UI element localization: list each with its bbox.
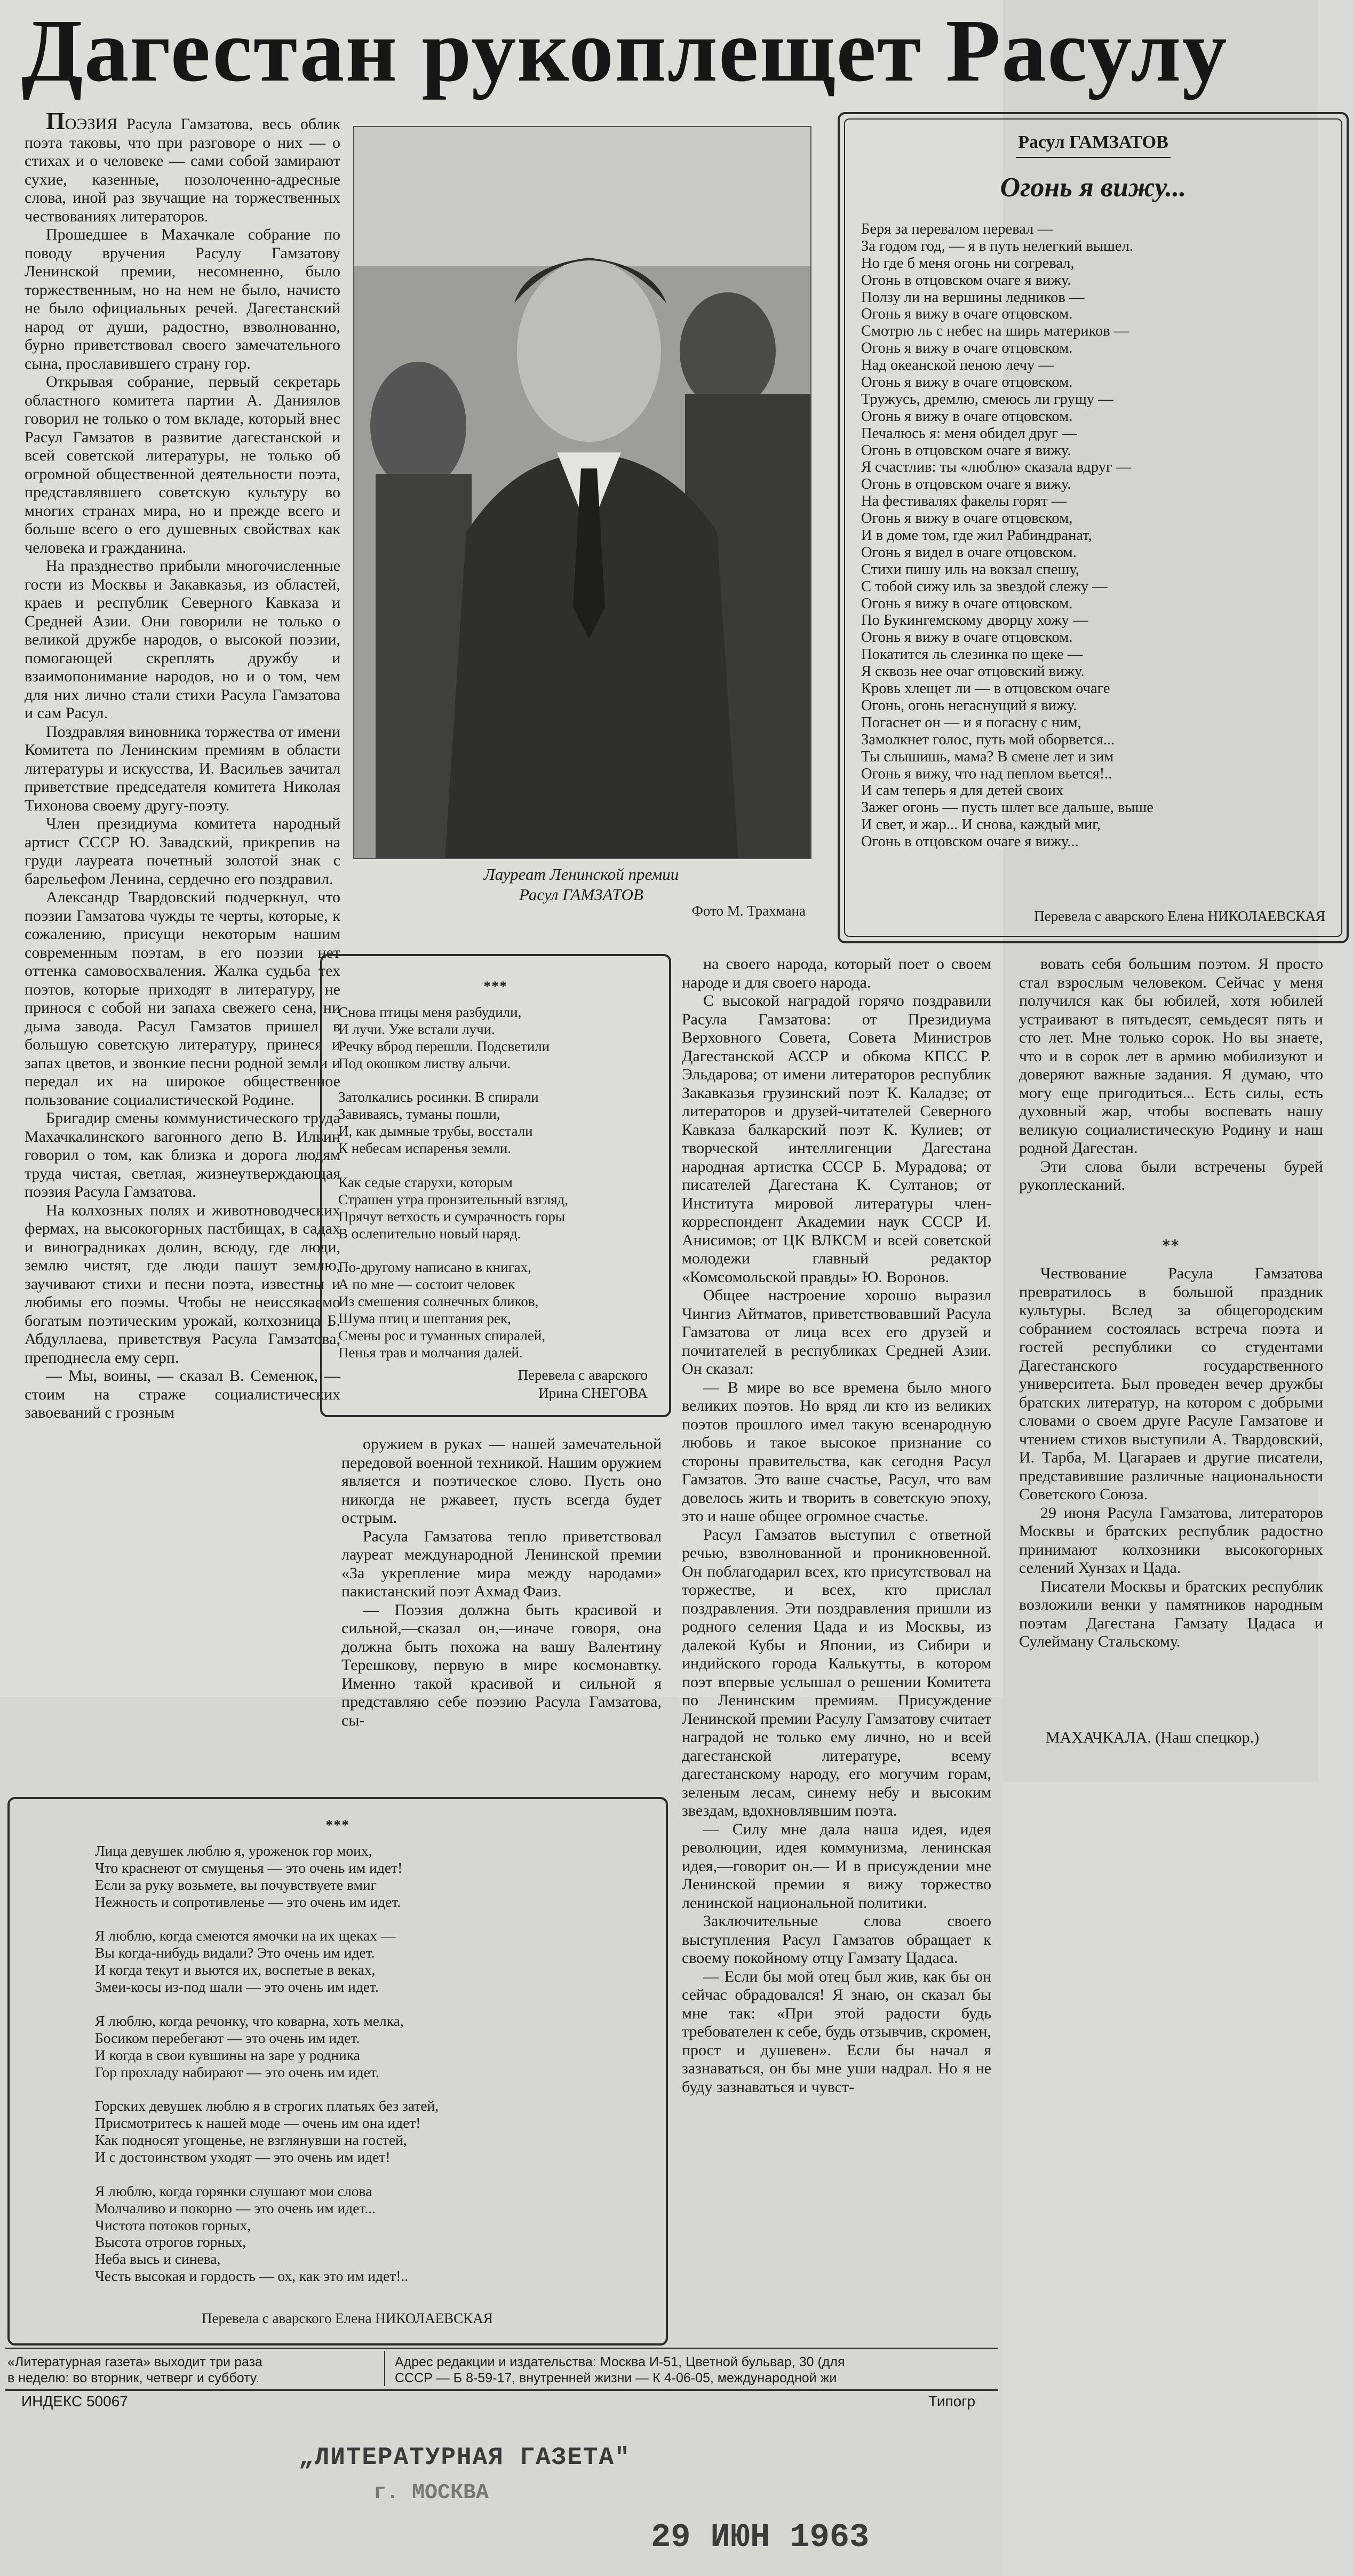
poem-line: Вы когда-нибудь видали? Это очень им идет. [95,1944,375,1961]
poem-line: Смены рос и туманных спиралей, [338,1327,546,1343]
poem-line: Я счастлив: ты «люблю» сказала вдруг — [861,459,1132,476]
stamp-city: г. МОСКВА [373,2481,489,2505]
poem-line: Под окошком листву алычи. [338,1055,511,1071]
poem-line: Гор прохладу набирают — это очень им идет. [95,2063,379,2080]
poem-line: Но где б меня огонь ни согревал, [861,255,1075,272]
paragraph: оружием в руках — нашей замечательной передовой военной техникой. Нашим оружием является и поэтическое слово. Пусть оно никогда не ржавеет, пусть всегда будет острым. [341,1435,662,1526]
poem-line: Что краснеют от смущенья — это очень им идет! [95,1859,403,1876]
poem-bottom-translator: Перевела с аварского Елена НИКОЛАЕВСКАЯ [202,2310,493,2326]
poem-line: Огонь я вижу в очаге отцовском. [861,408,1073,425]
poem-title: Огонь я вижу... [1000,172,1187,203]
poem-line: Огонь я вижу, что над пеплом вьется!.. [861,765,1112,782]
poem-line: Неба высь и синева, [95,2251,221,2268]
article-column-2 [341,1435,662,1787]
poem-line: Босиком перебегают — это очень им идет. [95,2029,360,2046]
poem-line: По-другому написано в книгах, [338,1259,531,1276]
paragraph: 29 июня Расула Гамзатова, литераторов Москвы и братских республик радостно принимают колхозники высокогорных селений Хунзах и Цада. [1019,1504,1323,1577]
section-stars: ** [1162,1237,1180,1254]
poem-box-small [320,954,671,1417]
poem-line: И лучи. Уже встали лучи. [338,1021,495,1037]
poem-line: Молчаливо и покорно — это очень им идет... [95,2199,376,2216]
caption-line-2: Расул ГАМЗАТОВ [519,885,643,904]
paragraph: На празднество прибыли многочисленные гости из Москвы и Закавказья, из областей, краев и республик Северного Кавказа и Средней Азии. Они говорили не только о великой дружбе народов, о высокой поэзии, помогающей скреплять дружбу и взаимопонимание народов, но и о том, чем для них лично стали стихи Расула Гамзатова и сам Расул. [25,557,340,722]
poem-line: Огонь я вижу в очаге отцовском. [861,374,1073,391]
caption-line-1: Лауреат Ленинской премии [483,865,679,884]
footer-index: ИНДЕКС 50067 [21,2393,128,2410]
paragraph: Александр Твардовский подчеркнул, что поэзии Гамзатова чужды те черты, которые, к сожалению, присущи некоторым нашим современным поэтам, в его поэзии нет оттенка самовосхваления. Жалка судьба тех поэтов, которые приходят в литературу, не принося с собой ни запаха свежего сена, ни дыма завода. Расул Гамзатов пришел в большую советскую литературу, принеся и запах цветов, и звонкие песни родной земли и передал их на широкое общественное пользование социалистической Родине. [25,888,340,1109]
poem-line: Как седые старухи, которым [338,1174,513,1190]
poem-line: По Букингемскому дворцу хожу — [861,612,1088,629]
footer-divider [384,2351,385,2386]
poem-line: Огонь в отцовском очаге я вижу... [861,833,1079,850]
poem-line: И, как дымные трубы, восстали [338,1123,533,1140]
article-column-4 [1019,955,1323,1222]
stamp-paper-name: „ЛИТЕРАТУРНАЯ ГАЗЕТА" [299,2444,631,2471]
poem-line: За годом год, — я в путь нелегкий вышел. [861,237,1133,255]
poem-main-lines [861,221,1331,850]
footer-schedule-1: «Литературная газета» выходит три раза [7,2355,262,2370]
photo-caption [353,864,809,905]
poem-line: Речку вброд перешли. Подсветили [338,1038,550,1054]
poem-line: Снова птицы меня разбудили, [338,1004,522,1020]
paragraph: на своего народа, который поет о своем народе и для своего народа. [682,955,991,991]
poem-line: Огонь я вижу в очаге отцовском. [861,629,1073,646]
paragraph: — Мы, воины, — сказал В. Семенюк, — стоим на страже социалистических завоеваний с грозным [25,1367,340,1421]
poem-line: Огонь в отцовском очаге я вижу. [861,442,1071,459]
poem-box-bottom [7,1797,668,2346]
poem-line: Кровь хлещет ли — в отцовском очаге [861,680,1110,697]
poem-line: Огонь я вижу в очаге отцовском. [861,595,1073,612]
paragraph: Расула Гамзатова тепло приветствовал лауреат международной Ленинской премии «За укрепление мира между народами» пакистанский поэт Ахмад Фаиз. [341,1527,662,1600]
poem-line [338,1157,658,1174]
poem-line: Затолкались росинки. В спирали [338,1089,539,1106]
poem-line: И свет, и жар... И снова, каждый миг, [861,816,1101,833]
poem-line: Над океанской пеною лечу — [861,357,1054,374]
poem-small-stars: *** [483,979,508,994]
footer-typography: Типогр [928,2393,976,2410]
poem-line: Высота отрогов горных, [95,2233,246,2251]
poem-small-translator-2: Ирина СНЕГОВА [538,1385,648,1401]
poem-line: Честь высокая и гордость — ох, как это им идет!.. [95,2268,409,2285]
paragraph: Член президиума комитета народный артист СССР Ю. Завадский, прикрепив на груди лауреата почетный золотой знак с барельефом Ленина, сердечно его поздравил. [25,815,340,888]
paragraph: — В мире во все времена было много великих поэтов. Но вряд ли кто из великих поэтов прошлого имел такую всенародную любовь и такое высокое признание со стороны правительства, как сегодня Расул Гамзатов. Это ваше счастье, Расул, что вам довелось жить и творить в советскую эпоху, это и наше общее огромное счастье. [682,1378,991,1525]
poem-line [338,1242,658,1259]
paragraph: Эти слова были встречены бурей рукоплесканий. [1019,1157,1323,1194]
poem-line: И когда текут и вьются их, воспетые в веках, [95,1961,376,1978]
poem-line: Замолкнет голос, путь мой оборвется... [861,731,1115,748]
poem-line: Змеи-косы из-под шали — это очень им идет. [95,1978,379,1995]
headline: Дагестан рукоплещет Расулу [21,1,1228,100]
poem-author: Расул ГАМЗАТОВ [1018,132,1168,152]
poem-line: Огонь, огонь негаснущий я вижу. [861,697,1077,714]
poem-line: Огонь в отцовском очаге я вижу. [861,476,1071,493]
poem-line: Ты слышишь, мама? В смене лет и зим [861,748,1114,765]
paragraph: ПОЭЗИЯ Расула Гамзатова, весь облик поэта таковы, что при разговоре о них — о стихах и о человеке — сами собой замирают сухие, казенные, позолоченно-адресные слова, иной раз звучащие на торжественных чествованиях литераторов. [25,107,340,225]
poem-line: Тружусь, дремлю, смеюсь ли грущу — [861,391,1113,408]
poem-line [95,1910,628,1927]
poem-line: Покатится ль слезинка по щеке — [861,646,1083,663]
dateline: МАХАЧКАЛА. (Наш спецкор.) [1046,1729,1260,1746]
poem-line: Печалюсь я: меня обидел друг — [861,425,1077,442]
article-column-3 [682,955,991,2321]
poem-line: Зажег огонь — пусть шлет все дальше, выше [861,799,1154,816]
poem-line: Лица девушек люблю я, уроженок гор моих, [95,1842,372,1859]
poem-bottom-stars: *** [325,1817,350,1833]
poem-line: Страшен утра пронзительный взгляд, [338,1191,568,1207]
poem-line: Если за руку возьмете, вы почувствуете вмиг [95,1876,377,1893]
photo-credit: Фото М. Трахмана [691,903,806,919]
poem-line: В ослепительно новый наряд. [338,1225,521,1242]
footer-rule [5,2348,998,2349]
poem-main-translator: Перевела с аварского Елена НИКОЛАЕВСКАЯ [1034,908,1325,924]
poem-line: Из смешения солнечных бликов, [338,1293,539,1310]
poem-line: Я люблю, когда речонку, что коварна, хоть мелка, [95,2012,404,2029]
paragraph: — Если бы мой отец был жив, как бы он сейчас обрадовался! Я знаю, он сказал бы мне так: «При этой радости будь требователен к себе, будь отзывчив, скромен, прост и душевен». Если бы начал я зазнаваться, он бы мне уши надрал. Но я не буду зазнаваться и чувст- [682,1967,991,2096]
poem-line: Огонь я вижу в очаге отцовском. [861,306,1073,323]
poem-line: Огонь я вижу в очаге отцовском, [861,510,1073,527]
poem-line: Я сквозь нее очаг отцовский вижу. [861,663,1085,680]
paragraph: Поздравляя виновника торжества от имени Комитета по Ленинским премиям в области литературы и искусства, И. Васильев зачитал приветствие председателя комитета Николая Тихонова своему другу-поэту. [25,722,340,814]
paragraph: Прошедшее в Махачкале собрание по поводу вручения Расулу Гамзатову Ленинской премии, несомненно, было торжественным, но на нем не было, начисто не было официальных речей. Дагестанский народ от души, радостно, взволнованно, бурно приветствовал своего замечательного сына, прославившего страну гор. [25,226,340,372]
poem-line [95,2165,628,2182]
poem-line: Смотрю ль с небес на ширь материков — [861,323,1129,340]
poem-line: Я люблю, когда смеются ямочки на их щеках — [95,1927,396,1944]
poem-box-main [838,112,1349,943]
poem-small-lines [338,1004,658,1362]
poem-line: Присмотритесь к нашей моде — очень им она идет! [95,2114,421,2132]
poem-line: Беря за перевалом перевал — [861,221,1053,237]
paragraph: Писатели Москвы и братских республик возложили венки у памятников народным поэтам Дагестана Гамзату Цадаса и Сулейману Стальскому. [1019,1577,1323,1650]
poem-line: Прячут ветхость и сумрачность горы [338,1208,565,1225]
poem-line: Стихи пишу иль на вокзал спешу, [861,561,1079,578]
paragraph: Общее настроение хорошо выразил Чингиз Айтматов, приветствовавший Расула Гамзатова от лица всех его друзей и почитателей в республиках Средней Азии. Он сказал: [682,1286,991,1378]
poem-line [338,1072,658,1090]
paragraph: — Силу мне дала наша идея, идея революции, идея коммунизма, ленинская идея,—говорит он.— И в присуждении мне Ленинской премии я вижу торжество ленинской национальной политики. [682,1820,991,1912]
poem-line: И в доме том, где жил Рабиндранат, [861,527,1092,544]
author-rule [1016,157,1171,158]
portrait-photo [353,126,811,859]
paragraph: Чествование Расула Гамзатова превратилось в большой праздник культуры. Вслед за общегородским собранием состоялась встреча поэта и гостей республики со студентами Дагестанского государственного университета. Был проведен вечер дружбы братских литератур, на котором с добрыми словами о своем друге Расуле Гамзатове и чтением стихов выступили А. Твардовский, И. Тарба, М. Цагараев и другие писатели, представившие различные национальности Советского Союза. [1019,1265,1323,1503]
paragraph: — Поэзия должна быть красивой и сильной,—сказал он,—иначе говоря, она должна быть похожа на вашу Валентину Терешкову, первую в мире космонавтку. Именно такой красивой и сильной я представляю себе поэзию Расула Гамзатова, сы- [341,1601,662,1729]
poem-line: Чистота потоков горных, [95,2216,251,2233]
poem-line: Пенья трав и молчания далей. [338,1344,523,1361]
poem-line: Огонь я вижу в очаге отцовском. [861,340,1073,357]
paragraph: Расул Гамзатов выступил с ответной речью, взволнованной и проникновенной. Он поблагодарил всех, кто присутствовал на торжестве, и всех, кто прислал поздравления. Эти поздравления пришли из родного селения Цада и из Москвы, из далекой Кубы и Японии, из Сибири и индийского города Калькутты, в котором поэт впервые услышал о решении Комитета по Ленинским премиям. Присуждение Ленинской премии Расулу Гамзатову считает наградой не только ему лично, но и всей дагестанской литературе, всему дагестанскому народу, его могучим горам, зеленым лесам, синему небу и высоким звездам, вдохновлявшим поэта. [682,1525,991,1819]
poem-line: Огонь в отцовском очаге я вижу. [861,272,1071,289]
paragraph: На колхозных полях и животноводческих фермах, на высокогорных пастбищах, в садах и виноградниках долин, всюду, где люди, землю чистят, где люди пашут землю, заучивают стихи и песни поэта, известны и любимы его поэмы. Чтобы не неиссякаемо богатым поэтическим урожай, колхозница Б. Абдуллаева, приветствуя Расула Гамзатова, преподнесла ему серп. [25,1201,340,1366]
article-column-1 [25,107,340,1435]
footer-address-1: Адрес редакции и издательства: Москва И-51, Цветной бульвар, 30 (для [395,2355,845,2370]
footer-schedule-2: в неделю: во вторник, четверг и субботу. [7,2371,259,2386]
poem-small-translator-1: Перевела с аварского [518,1367,648,1383]
paragraph: Открывая собрание, первый секретарь областного комитета партии А. Даниялов говорил не только о том вкладе, который внес Расул Гамзатов в развитие дагестанской и всей советской литературы, не только об огромной общественной деятельности поэта, представлявшего советскую культуру во многих странах мира, но и прежде всего и больше всего о его душевных свойствах как человека и гражданина. [25,373,340,556]
poem-line: Я люблю, когда горянки слушают мои слова [95,2182,372,2199]
poem-line [95,1995,628,2012]
paragraph: вовать себя большим поэтом. Я просто стал взрослым человеком. Сейчас у меня получился как бы юбилей, хотя юбилей устраивают в пятьдесят, семьдесят пять и сто лет. Мне только сорок. Но вы знаете, что и в сорок лет в армию мобилизуют и доверяют важные задания. Я думаю, что могу еще пригодиться... Есть силы, есть духовный жар, чтобы воспевать нашу великую социалистическую Родину и наш родной Дагестан. [1019,955,1323,1157]
poem-line: Горских девушек люблю я в строгих платьях без затей, [95,2097,439,2114]
paragraph: Бригадир смены коммунистического труда Махачкалинского вагонного депо В. Ильин говорил о том, как близка и дорога людям труда чистая, светлая, жизнеутверждающая поэзия Расула Гамзатова. [25,1109,340,1200]
stamp-date: 29 ИЮН 1963 [651,2518,870,2556]
poem-line [95,2080,628,2097]
poem-line: И когда в свои кувшины на заре у родника [95,2046,360,2063]
poem-line: Завиваясь, туманы пошли, [338,1106,500,1123]
poem-line: Погаснет он — и я погасну с ним, [861,714,1081,731]
poem-line: Огонь я видел в очаге отцовском. [861,544,1077,561]
poem-line: С тобой сижу иль за звездой слежу — [861,578,1108,595]
poem-bottom-lines [95,1842,628,2284]
paragraph: Заключительные слова своего выступления Расул Гамзатов обращает к своему покойному отцу Гамзату Цадаса. [682,1912,991,1967]
poem-line: А по мне — состоит человек [338,1276,515,1293]
poem-line: К небесам испаренья земли. [338,1140,512,1157]
poem-line: Как подносят угощенье, не взглянувши на гостей, [95,2132,407,2149]
footer-rule-2 [5,2389,998,2391]
poem-line: Нежность и сопротивленье — это очень им идет. [95,1893,401,1910]
footer-address-2: СССР — Б 8-59-17, внутренней жизни — К 4-06-05, международной жи [395,2371,837,2386]
poem-line: На фестивалях факелы горят — [861,493,1067,510]
poem-line: И с достоинством уходят — это очень им идет! [95,2149,391,2166]
poem-line: Шума птиц и шептания рек, [338,1310,511,1327]
poem-line: Ползу ли на вершины ледников — [861,289,1085,306]
article-column-4b [1019,1265,1323,1713]
portrait-illustration [354,127,810,858]
paragraph: С высокой наградой горячо поздравили Расула Гамзатова: от Президиума Верховного Совета, Совета Министров Дагестанской АССР и обкома КПСС Р. Эльдарова; от имени литераторов республик Закавказья грузинский поэт К. Каладзе; от литераторов и друзей-читателей Северного Кавказа балкарский поэт К. Кулиев; от творческой интеллигенции Дагестана народная артистка СССР Б. Мурадова; от писателей Дагестана К. Султанов; от Института мировой литературы член-корреспондент Академии наук СССР И. Анисимов; от ЦК ВЛКСМ и всей советской молодежи главный редактор «Комсомольской правды» Ю. Воронов. [682,992,991,1286]
poem-line: И сам теперь я для детей своих [861,782,1064,799]
